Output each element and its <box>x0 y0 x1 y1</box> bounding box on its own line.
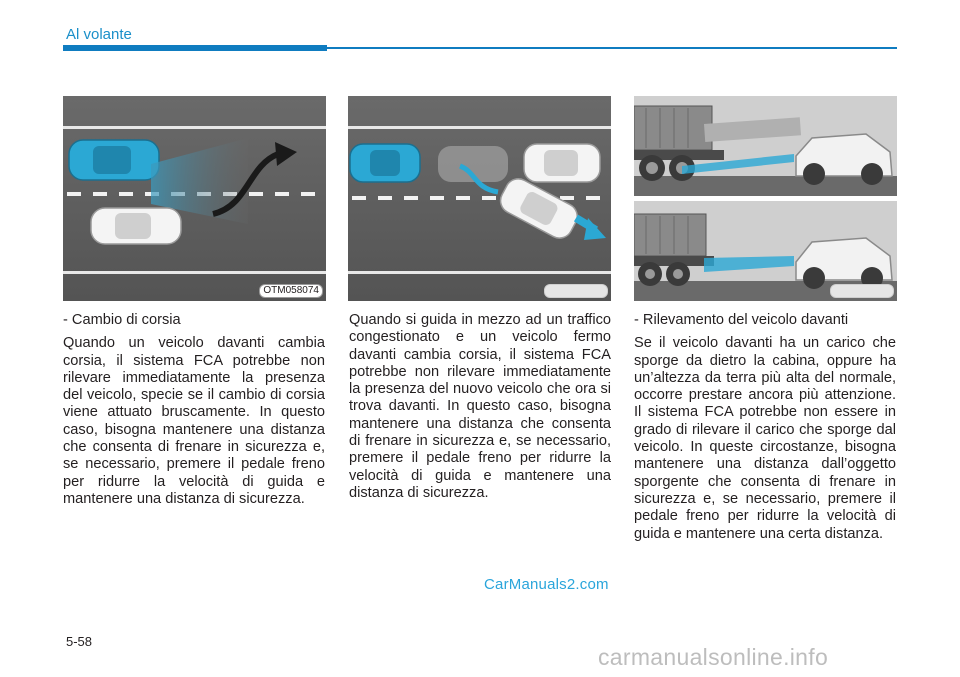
column-lane-change <box>63 312 325 514</box>
footer-site-link[interactable]: carmanualsonline.info <box>598 644 829 670</box>
page-number: 5-58 <box>66 634 93 649</box>
figure-truck-load <box>634 96 897 301</box>
figure-stationary-vehicle <box>348 96 611 301</box>
section-title: Al volante <box>66 26 132 43</box>
traffic-stationary-vehicle-illustration <box>348 96 611 301</box>
watermark-link[interactable]: CarManuals2.com <box>484 576 609 593</box>
paragraph: Quando un veicolo davanti cambia corsia, il sistema FCA potrebbe non rilevare immediatamente la presenza del veicolo, specie se il cambio di corsia viene attuato bruscamente. In questo caso, bisogna mantenere una distanza che consenta di frenare in sicurezza e, se necessario, premere il pedale freno per ridurre la velocità di guida e mantenere una distanza di sicurezza. <box>63 335 325 507</box>
figure-code: OTM058076 <box>830 284 894 298</box>
caption: - Cambio di corsia <box>63 312 181 328</box>
paragraph: Se il veicolo davanti ha un carico che sporge da dietro la cabina, oppure ha un’altezza da terra più alta del normale, occorre prestare ancora più attenzione. Il sistema FCA potrebbe non essere in grado di rilevare il carico che sporge dal veicolo. In queste circostanze, bisogna mantenere una distanza dall’oggetto sporgente che consenta di frenare in sicurezza e, se necessario, premere il pedale freno per ridurre la velocità di guida e mantenere una certa distanza. <box>634 335 896 542</box>
paragraph: Quando si guida in mezzo ad un traffico congestionato e un veicolo fermo davanti cambia corsia, il sistema FCA potrebbe non rilevare immediatamente la presenza del nuovo veicolo che ora si trova davanti. In questo caso, bisogna mantenere una distanza che consenta di frenare in sicurezza e, se necessario, premere il pedale freno per ridurre la velocità di guida e mantenere una distanza di sicurezza. <box>349 312 611 501</box>
lane-change-illustration <box>63 96 326 301</box>
figure-code: OTM058074 <box>259 284 323 298</box>
caption: - Rilevamento del veicolo davanti <box>634 312 849 328</box>
figure-code: OTM058075 <box>544 284 608 298</box>
figure-lane-change <box>63 96 326 301</box>
column-vehicle-detection <box>634 312 896 549</box>
header-rule-thick <box>63 45 327 51</box>
column-stationary-vehicle <box>349 312 611 508</box>
truck-overhanging-load-illustration <box>634 96 897 301</box>
header-rule-thin <box>327 47 897 49</box>
